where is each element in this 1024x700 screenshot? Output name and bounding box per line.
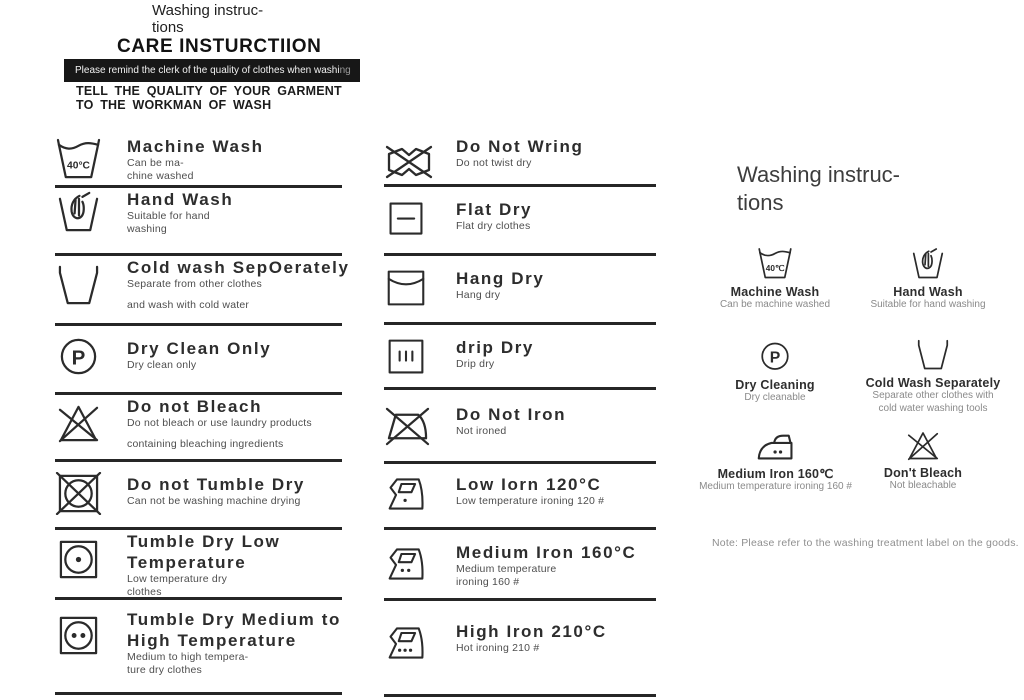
do-not-wring-icon [384, 144, 434, 180]
row-title: Machine Wash [127, 137, 264, 156]
row-title: Do not Bleach [127, 397, 263, 416]
reminder-banner [64, 59, 360, 82]
do-not-bleach-icon [905, 428, 941, 462]
svg-text:40°C: 40°C [67, 160, 90, 172]
top-small-title-line1: Washing instruc- [152, 2, 264, 19]
row-sub: Do not twist dry [456, 157, 532, 169]
row-sub: Do not bleach or use laundry products [127, 417, 312, 429]
do-not-iron-icon [384, 404, 431, 447]
row-sub: Flat dry clothes [456, 220, 531, 232]
header-subtitle [76, 85, 342, 112]
row-title: High Iron 210°C [456, 622, 607, 641]
row-title: Dry Clean Only [127, 339, 272, 358]
right-item-medium-iron [688, 432, 863, 494]
iron-one-dot-icon [384, 474, 428, 514]
machine-wash-icon [757, 247, 793, 281]
row-sub: Suitable for hand [127, 210, 210, 222]
care-row-machine-wash [55, 135, 342, 188]
care-row-do-not-wring [384, 135, 656, 187]
row-sub: clothes [127, 585, 162, 598]
row-sub: ironing 160 # [456, 575, 520, 588]
tumble-dry-medium-high-icon [55, 614, 102, 657]
row-title: Medium Iron 160°C [456, 543, 637, 562]
right-item-dont-bleach [843, 428, 1003, 493]
do-not-bleach-icon [55, 401, 102, 444]
row-sub: Dry clean only [127, 359, 197, 371]
row-title: Tumble Dry Medium to High Temperature [127, 610, 341, 650]
reminder-banner-overflow: ng [339, 65, 351, 76]
iron-with-handle-two-dot-icon [756, 432, 796, 463]
care-row-flat-dry [384, 187, 656, 256]
right-panel-title [737, 161, 900, 217]
care-row-iron-medium [384, 530, 656, 601]
row-title: Do Not Wring [456, 137, 584, 156]
row-sub: Hot ironing 210 # [456, 642, 540, 654]
right-item-dry-cleaning [700, 340, 850, 405]
care-row-do-not-bleach [55, 395, 342, 462]
svg-text:P: P [769, 349, 781, 367]
row-sub: Drip dry [456, 358, 495, 370]
left-symbol-column [55, 135, 350, 695]
item-label: Medium Iron 160℃ [717, 467, 834, 481]
item-sub: Separate other clothes with [872, 390, 994, 401]
care-row-iron-low [384, 464, 656, 530]
row-title: drip Dry [456, 338, 534, 357]
row-sub: containing bleaching ingredients [127, 437, 284, 450]
item-label: Machine Wash [730, 285, 820, 299]
header-subtitle-line1: TELL THE QUALITY OF YOUR GARMENT [76, 84, 342, 98]
do-not-tumble-dry-icon [55, 472, 102, 515]
item-label: Cold Wash Separately [865, 376, 1001, 390]
cold-wash-tub-icon [55, 264, 102, 307]
item-sub: cold water washing tools [878, 402, 988, 414]
top-small-title [152, 3, 263, 36]
item-sub: Suitable for hand washing [870, 299, 986, 310]
row-title: Do not Tumble Dry [127, 475, 305, 494]
care-row-dry-clean [55, 326, 342, 395]
cold-wash-tub-icon [915, 338, 951, 372]
hang-dry-icon [384, 268, 428, 308]
drip-dry-icon [384, 337, 428, 377]
iron-three-dot-icon [384, 623, 428, 663]
row-title: Flat Dry [456, 200, 533, 219]
row-sub: Not ironed [456, 425, 507, 437]
tumble-dry-low-icon [55, 538, 102, 581]
care-row-tumble-dry-medium-high [55, 600, 342, 695]
row-sub: Low temperature dry [127, 573, 228, 585]
item-label: Hand Wash [893, 285, 963, 299]
row-sub: Medium to high tempera- [127, 651, 249, 663]
row-sub: ture dry clothes [127, 663, 202, 676]
iron-two-dot-icon [384, 544, 428, 584]
hand-wash-icon [55, 191, 102, 234]
hand-wash-icon [910, 247, 946, 281]
svg-text:P: P [71, 346, 86, 370]
item-sub: Dry cleanable [744, 392, 806, 403]
care-row-drip-dry [384, 325, 656, 390]
dry-clean-circle-p-icon [55, 336, 102, 379]
care-row-iron-high [384, 601, 656, 697]
row-title: Hand Wash [127, 190, 234, 209]
item-sub: Can be machine washed [719, 299, 831, 310]
row-sub: Low temperature ironing 120 # [456, 495, 605, 507]
machine-wash-icon [55, 138, 102, 181]
item-sub: Medium temperature ironing 160 # [699, 481, 852, 492]
top-small-title-line2: tions [152, 18, 184, 36]
row-title: Low Iorn 120°C [456, 475, 602, 494]
item-sub: Not bleachable [889, 480, 957, 491]
row-sub: Medium temperature [456, 563, 557, 575]
care-row-hang-dry [384, 256, 656, 325]
care-row-do-not-iron [384, 390, 656, 464]
row-sub: Hang dry [456, 289, 501, 301]
row-sub: and wash with cold water [127, 298, 250, 311]
row-title: Tumble Dry Low Temperature [127, 532, 281, 572]
item-label: Dry Cleaning [735, 378, 815, 392]
item-label: Don't Bleach [883, 466, 963, 480]
middle-symbol-column [384, 135, 656, 697]
header-subtitle-line2: TO THE WORKMAN OF WASH [76, 97, 272, 112]
care-row-tumble-dry-low [55, 530, 342, 600]
right-panel-title-line1: Washing instruc- [737, 162, 901, 187]
row-sub: Can be ma- [127, 157, 184, 169]
flat-dry-icon [384, 199, 428, 239]
row-sub: washing [127, 222, 167, 235]
reminder-banner-text: Please remind the clerk of the quality of clothes when washi [75, 65, 340, 76]
row-sub: Separate from other clothes [127, 278, 262, 290]
row-sub: chine washed [127, 169, 194, 182]
right-item-machine-wash [700, 247, 850, 312]
row-title: Hang Dry [456, 269, 545, 288]
svg-text:40℃: 40℃ [765, 263, 785, 273]
footer-note: Note: Please refer to the washing treatment label on the goods. [712, 537, 1019, 549]
dry-clean-circle-p-icon [757, 340, 793, 374]
right-panel-title-line2: tions [737, 190, 784, 215]
care-row-do-not-tumble-dry [55, 462, 342, 530]
right-item-cold-wash-separately [843, 338, 1023, 415]
row-sub: Can not be washing machine drying [127, 495, 301, 507]
page-title: CARE INSTURCTIION [117, 36, 322, 57]
care-row-cold-wash [55, 256, 350, 326]
right-item-hand-wash [843, 247, 1013, 312]
care-row-hand-wash [55, 188, 342, 256]
row-title: Do Not Iron [456, 405, 567, 424]
row-title: Cold wash SepOerately [127, 258, 350, 277]
